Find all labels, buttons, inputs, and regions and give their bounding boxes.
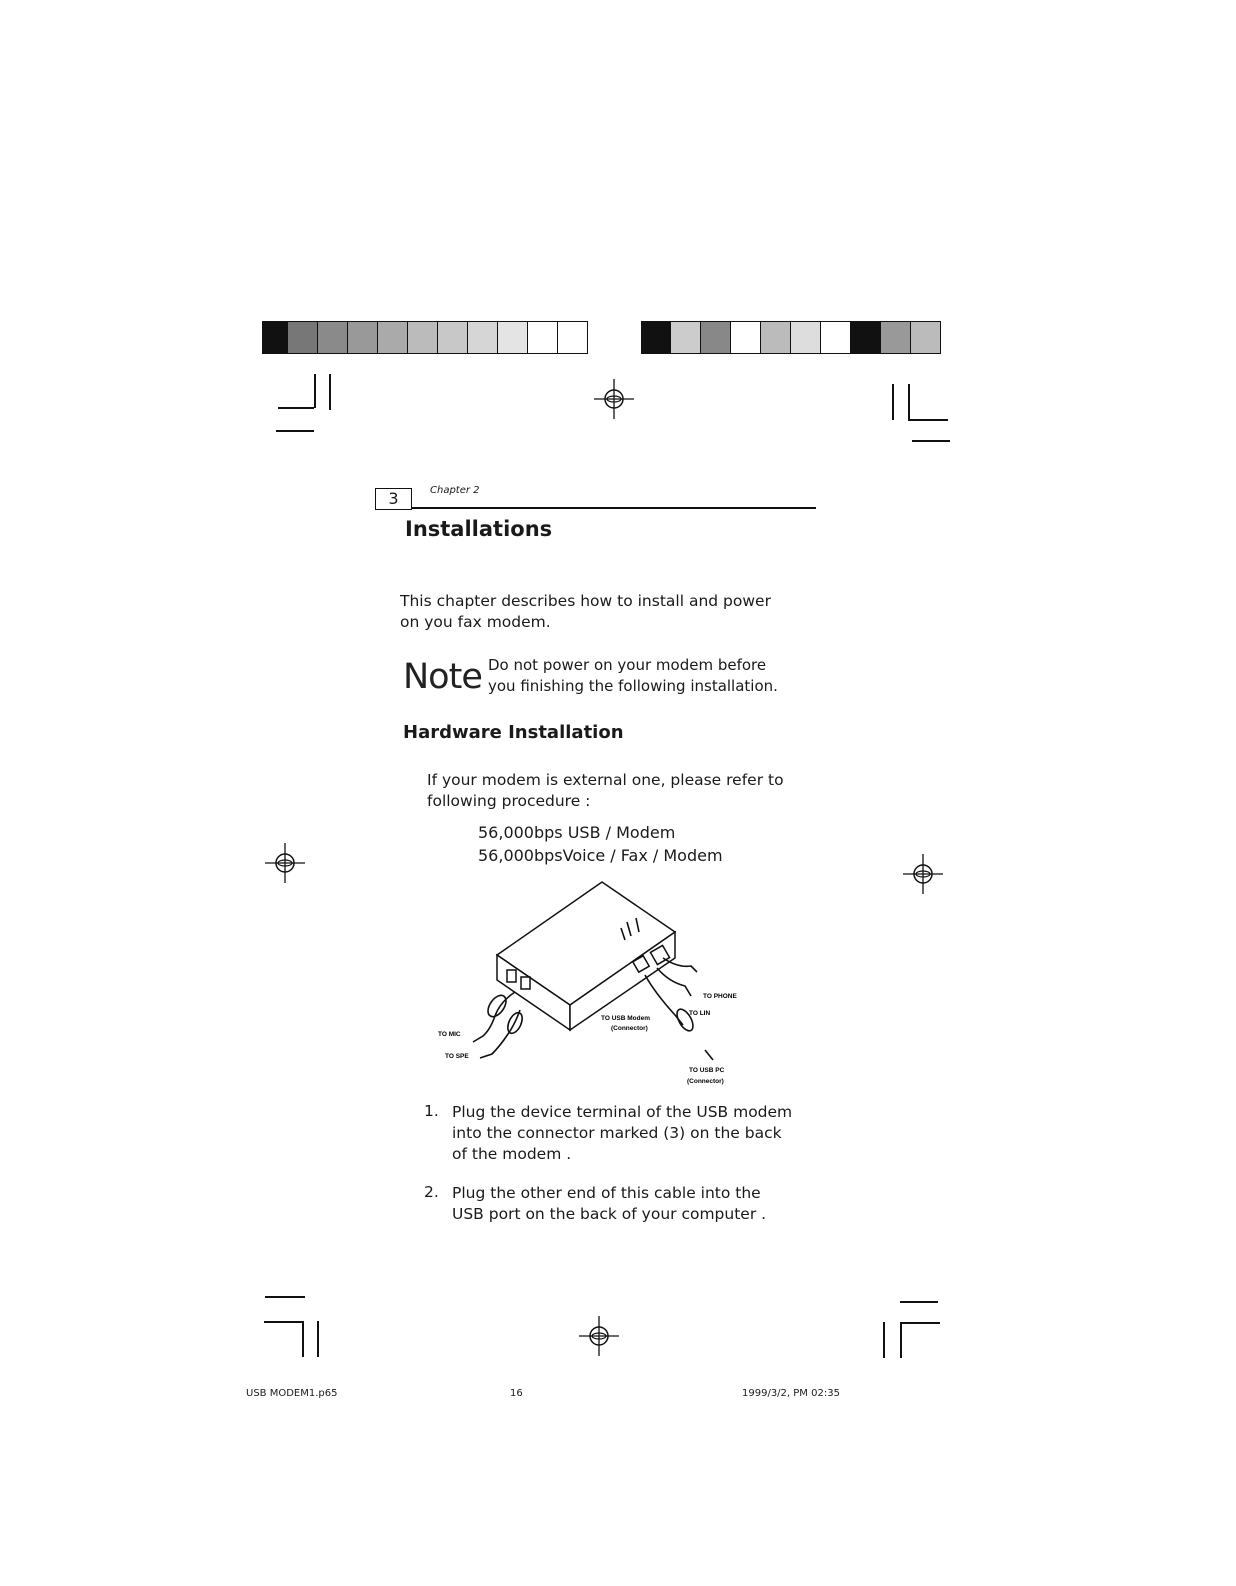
label-to-phone: TO PHONE xyxy=(703,993,737,1000)
print-color-bar-right xyxy=(641,321,941,354)
label-to-usb-modem: TO USB Modem xyxy=(601,1015,650,1022)
print-color-bar-left xyxy=(262,321,588,354)
hardware-intro: If your modem is external one, please refer to following procedure : xyxy=(427,771,784,810)
chapter-number-box xyxy=(375,488,412,510)
note-label: Note xyxy=(403,657,482,697)
footer-page-number: 16 xyxy=(510,1388,523,1399)
model-item: 56,000bpsVoice / Fax / Modem xyxy=(478,846,723,865)
section-heading-hardware: Hardware Installation xyxy=(403,722,624,743)
label-to-usb-pc: TO USB PC xyxy=(689,1067,725,1074)
label-usb-modem-connector: (Connector) xyxy=(611,1025,648,1032)
modem-connection-diagram xyxy=(425,880,785,1092)
label-to-spe: TO SPE xyxy=(445,1053,469,1060)
footer-filename: USB MODEM1.p65 xyxy=(246,1388,338,1399)
registration-target-icon xyxy=(578,1315,620,1357)
model-item: 56,000bps USB / Modem xyxy=(478,823,676,842)
step-text: Plug the device terminal of the USB modem into the connector marked (3) on the back of the modem . xyxy=(452,1103,793,1163)
intro-paragraph: This chapter describes how to install and power on you fax modem. xyxy=(400,592,771,631)
registration-target-icon xyxy=(593,378,635,420)
modem-body-icon xyxy=(497,882,675,1030)
registration-target-icon xyxy=(902,853,944,895)
chapter-rule xyxy=(412,507,816,509)
label-to-mic: TO MIC xyxy=(438,1031,461,1038)
chapter-label: Chapter 2 xyxy=(430,485,480,496)
label-usb-pc-connector: (Connector) xyxy=(687,1078,724,1085)
chapter-number: 3 xyxy=(388,489,399,508)
note-text: Do not power on your modem before you finishing the following installation. xyxy=(488,656,778,695)
step-number: 2. xyxy=(424,1183,439,1201)
registration-target-icon xyxy=(264,842,306,884)
footer-timestamp: 1999/3/2, PM 02:35 xyxy=(742,1388,840,1399)
step-text: Plug the other end of this cable into the USB port on the back of your computer . xyxy=(452,1184,767,1223)
step-number: 1. xyxy=(424,1102,439,1120)
label-to-lin: TO LIN xyxy=(689,1010,711,1017)
page-title: Installations xyxy=(405,517,553,541)
